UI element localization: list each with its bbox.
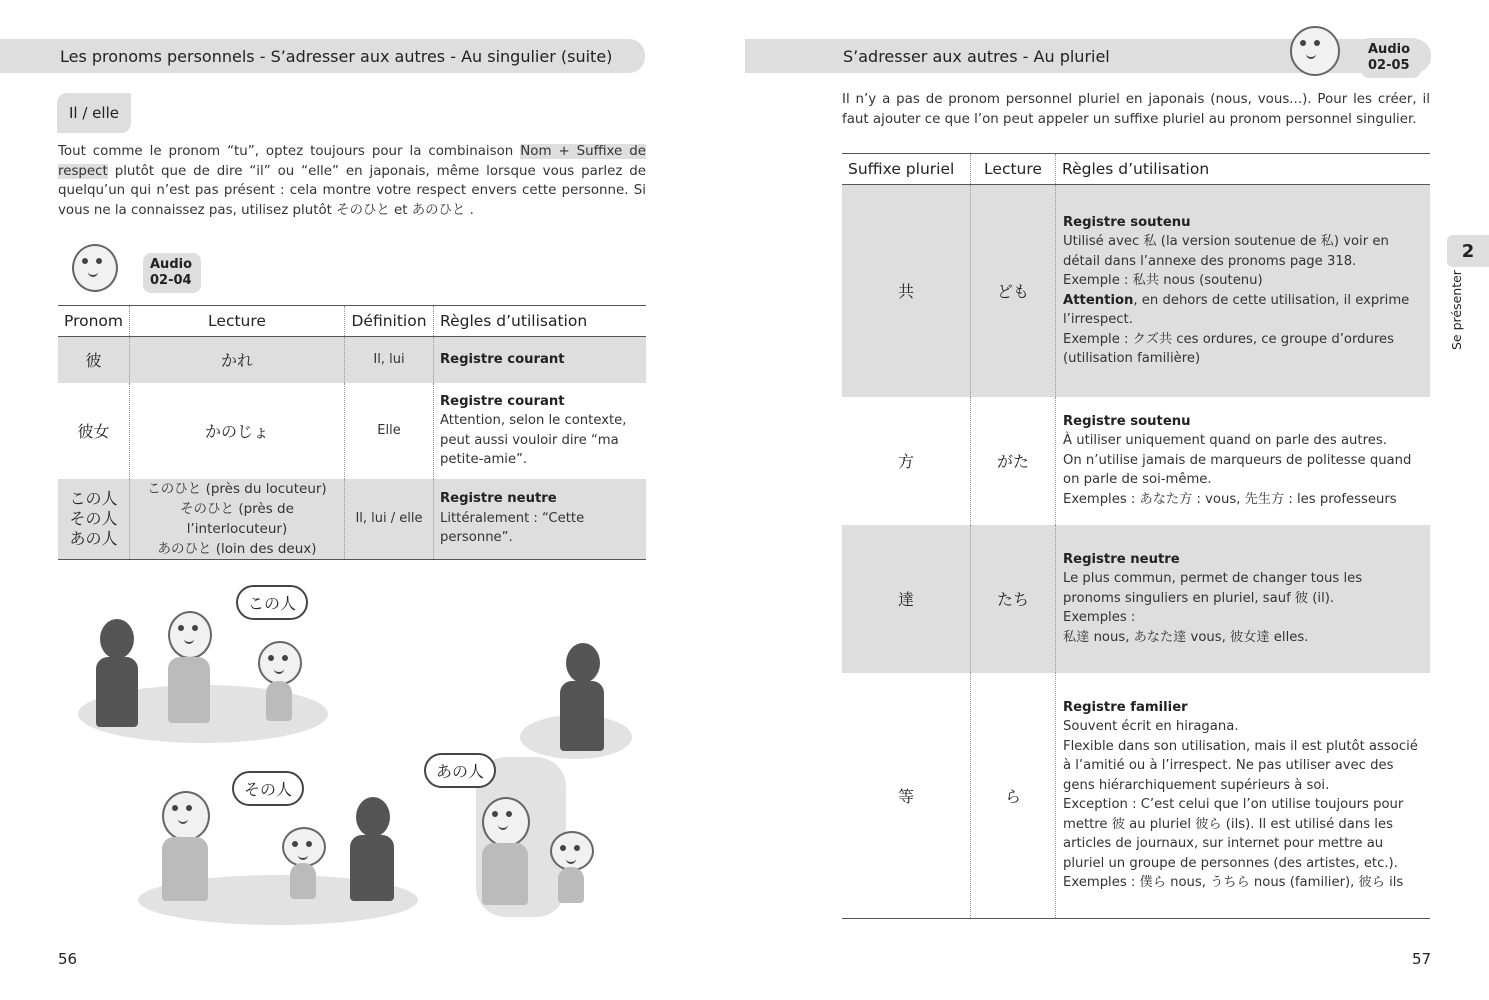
mascot-body (290, 863, 316, 899)
chapter-label: Se présenter (1449, 270, 1464, 350)
rule-title: Registre familier (1063, 699, 1188, 715)
table-row (842, 525, 1430, 673)
col-header-lecture: Lecture (971, 154, 1056, 185)
rules-cell (434, 383, 647, 479)
rule-text: Utilisé avec 私 (la version soutenue de 私) voir en détail dans l’annexe des pronoms page 318. Exemple : 私共 nous (soutenu) (1063, 234, 1389, 289)
rule-title: Registre courant (440, 352, 565, 367)
col-header-suffixe: Suffixe pluriel (848, 160, 955, 178)
pronom-cell: 彼女 (77, 422, 110, 441)
col-header-regles: Règles d’utilisation (1056, 154, 1431, 185)
speech-bubble-ano-hito: あの人 (424, 753, 496, 788)
suffix-cell: 方 (897, 452, 914, 471)
mascot-body (266, 681, 292, 721)
mascot-body (558, 867, 584, 903)
chapter-tab[interactable]: 2 (1447, 235, 1489, 267)
col-header-regles: Règles d’utilisation (434, 306, 647, 337)
rule-text: Littéralement : “Cette personne”. (440, 510, 585, 546)
lecture-cell: ら (971, 673, 1056, 919)
table-row (58, 479, 646, 560)
rule-text: Attention, selon le contexte, peut aussi vouloir dire “ma petite-amie”. (440, 413, 627, 467)
page-number-left: 56 (58, 950, 78, 968)
audio-label: Audio (1368, 42, 1411, 57)
rule-title: Registre neutre (440, 491, 557, 507)
rules-cell (1056, 185, 1431, 397)
rule-text: Souvent écrit en hiragana. Flexible dans son utilisation, mais il est plutôt associé à l’amitié ou à l’irrespect. Ne pas utiliser avec des gens hiérarchiquement supérieurs à soi. Exception : C’est celui que l’on utilise toujours pour mettre 彼 au pluriel 彼ら (ils). Il est utilisé dans les articles de journaux, sur internet pour mettre au pluriel un groupe de personnes (des artistes, etc.). Exemples : 僕ら nous, うちら nous (familier), 彼ら ils (1063, 719, 1418, 891)
girl-character (162, 791, 210, 841)
silhouette-person (96, 657, 138, 727)
rule-text: À utiliser uniquement quand on parle des autres. On n’utilise jamais de marqueurs de politesse quand on parle de soi-même. Exemples : あなた方 : vous, 先生方 : les professeurs (1063, 433, 1412, 507)
silhouette-head (566, 643, 600, 683)
rule-title: Registre courant (440, 393, 565, 409)
speech-bubble-kono-hito: この人 (236, 585, 308, 620)
col-header-lecture: Lecture (130, 306, 345, 337)
speech-bubble-sono-hito: その人 (232, 771, 304, 806)
rule-title: Registre neutre (1063, 551, 1180, 567)
rules-cell (434, 337, 647, 383)
lecture-cell: かのじょ (130, 383, 345, 479)
table-row (58, 383, 646, 479)
lecture-cell: かれ (130, 337, 345, 383)
audio-character-icon (72, 244, 118, 292)
mascot-character (258, 641, 302, 685)
suffix-cell: 等 (897, 786, 914, 806)
intro-highlight: Nom + Suffixe de respect (58, 144, 646, 179)
girl-character (168, 611, 212, 659)
audio-badge-02-05[interactable] (1361, 38, 1421, 78)
girl-kimono (162, 837, 208, 901)
pronoun-illustration (58, 575, 648, 935)
audio-code: 02-05 (1368, 58, 1410, 73)
table-row (842, 185, 1430, 397)
lecture-cell: ども (971, 185, 1056, 397)
left-intro-paragraph (58, 142, 646, 220)
suffix-cell: 達 (897, 590, 914, 609)
singular-pronoun-table (58, 305, 646, 560)
right-page-header: S’adresser aux autres - Au pluriel (745, 39, 1431, 73)
rules-cell (1056, 525, 1431, 673)
lecture-line: そのひと (près de l’interlocuteur) (180, 500, 294, 537)
right-intro-paragraph: Il n’y a pas de pronom personnel pluriel en japonais (nous, vous...). Pour les créer, il faut ajouter ce que l’on peut appeler un suffixe pluriel au pronom personnel singulier. (842, 92, 1430, 127)
rule-title: Registre soutenu (1063, 413, 1191, 429)
intro-text-1: Tout comme le pronom “tu”, optez toujours pour la combinaison (58, 144, 521, 159)
rule-title: Registre soutenu (1063, 214, 1191, 230)
definition-cell: Elle (345, 383, 434, 479)
rules-cell (434, 479, 647, 560)
lecture-cell (130, 479, 345, 560)
rule-text: Le plus commun, permet de changer tous les pronoms singuliers en pluriel, sauf 彼 (il). Exemples : 私達 nous, あなた達 vous, 彼女達 elles. (1063, 571, 1363, 645)
girl-kimono (168, 657, 210, 723)
table-row (842, 397, 1430, 525)
lecture-line: このひと (près du locuteur) (147, 480, 327, 497)
audio-character-icon (1290, 26, 1340, 76)
rules-cell (1056, 673, 1431, 919)
silhouette-head (100, 619, 134, 659)
suffix-cell: 共 (897, 282, 914, 302)
lecture-cell: がた (971, 397, 1056, 525)
col-header-pronom: Pronom (64, 312, 123, 330)
pronom-cell: この人 その人 あの人 (69, 488, 118, 548)
lecture-line: あのひと (loin des deux) (157, 540, 317, 557)
mascot-character (550, 831, 594, 871)
lecture-cell: たち (971, 525, 1056, 673)
mascot-character (282, 827, 326, 867)
rules-cell (1056, 397, 1431, 525)
pronom-cell: 彼 (85, 351, 102, 371)
page-number-right: 57 (1412, 950, 1432, 968)
audio-badge-02-04[interactable] (143, 253, 201, 293)
girl-character (482, 797, 530, 847)
table-row (842, 673, 1430, 919)
audio-label: Audio (150, 257, 193, 272)
col-header-definition: Définition (345, 306, 434, 337)
rule-text: , en dehors de cette utilisation, il exprime l’irrespect. Exemple : クズ共 ces ordures, ce groupe d’ordures (utilisation familière) (1063, 292, 1410, 367)
silhouette-person (560, 681, 604, 751)
plural-suffix-table (842, 153, 1430, 919)
table-row (58, 337, 646, 383)
definition-cell: Il, lui / elle (345, 479, 434, 560)
rule-bold: Attention (1063, 292, 1134, 308)
silhouette-head (356, 797, 390, 837)
audio-code: 02-04 (150, 273, 192, 288)
silhouette-person (350, 835, 394, 901)
intro-text-2: plutôt que de dire “il” ou “elle” en japonais, même lorsque vous parlez de quelqu’un qui n’est pas présent : cela montre votre respect envers cette personne. Si vous ne la connaissez pas, utilisez plutôt そのひと et あのひと . (58, 163, 646, 218)
left-page-header: Les pronoms personnels - S’adresser aux autres - Au singulier (suite) (0, 39, 645, 73)
girl-kimono (482, 843, 528, 905)
definition-cell: Il, lui (345, 337, 434, 383)
section-tab-il-elle: Il / elle (57, 93, 131, 133)
